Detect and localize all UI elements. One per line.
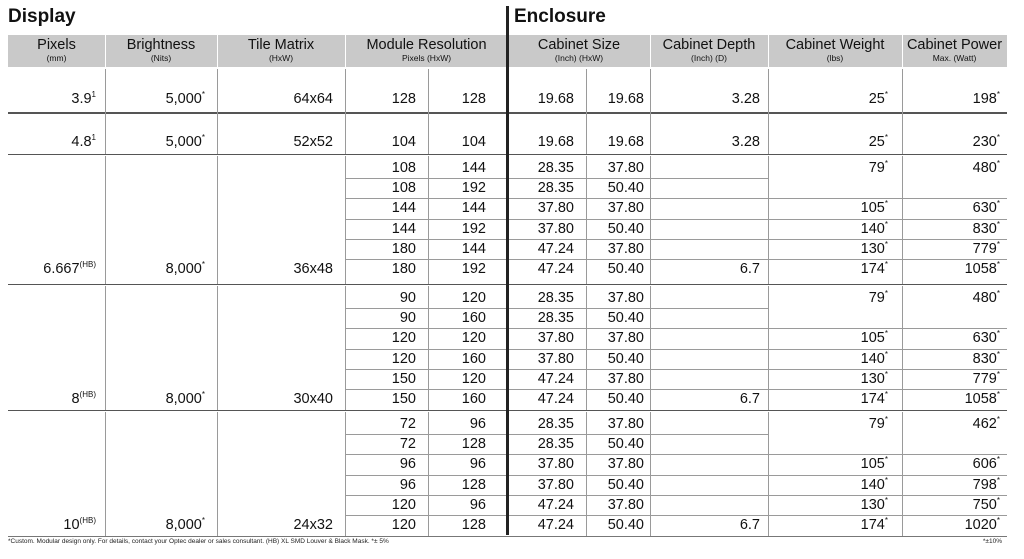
tile-matrix: 64x64 — [293, 91, 333, 107]
column-divider — [345, 412, 346, 537]
module-width: 160 — [461, 310, 486, 327]
column-divider — [768, 286, 769, 410]
column-divider — [428, 286, 429, 410]
cabinet-height: 28.35 — [537, 416, 574, 432]
header-divider — [768, 35, 769, 67]
cabinet-weight: 174* — [860, 516, 888, 533]
module-width: 144 — [461, 160, 486, 176]
module-width: 128 — [461, 476, 486, 493]
table-bottom-line — [8, 536, 1007, 537]
module-height: 72 — [399, 436, 416, 453]
cabinet-power: 230* — [972, 133, 1000, 150]
column-header-title: Cabinet Depth — [662, 37, 756, 53]
module-height: 120 — [391, 517, 416, 533]
column-header — [217, 35, 345, 67]
cabinet-height: 37.80 — [537, 330, 574, 347]
cabinet-weight: 105* — [860, 455, 888, 473]
module-width: 160 — [461, 391, 486, 407]
cabinet-height: 28.35 — [537, 290, 574, 306]
cabinet-depth: 6.7 — [739, 261, 760, 277]
column-header-unit: (lbs) — [826, 53, 844, 63]
cabinet-height: 37.80 — [537, 476, 574, 493]
column-header — [902, 35, 1007, 67]
cabinet-width: 37.80 — [607, 160, 644, 176]
cabinet-weight: 130* — [860, 239, 888, 257]
cabinet-power: 1058* — [964, 390, 1000, 407]
column-divider — [650, 156, 651, 284]
column-divider — [428, 412, 429, 537]
column-header-title: Module Resolution — [366, 37, 487, 53]
column-divider — [650, 286, 651, 410]
cabinet-weight: 105* — [860, 329, 888, 347]
module-width: 120 — [461, 290, 486, 306]
cabinet-power: 779* — [972, 369, 1000, 387]
cabinet-width: 50.40 — [607, 350, 644, 367]
column-divider — [105, 156, 106, 284]
column-header-unit: (mm) — [46, 53, 67, 63]
cabinet-power: 798* — [972, 475, 1000, 493]
column-header-title: Brightness — [126, 37, 196, 53]
column-divider — [105, 69, 106, 112]
cabinet-weight: 105* — [860, 199, 888, 217]
cabinet-weight: 140* — [860, 475, 888, 493]
module-height: 120 — [391, 330, 416, 347]
header-divider — [650, 35, 651, 67]
column-divider — [217, 69, 218, 112]
pixel-pitch: $6.667^{(HB)}$ — [43, 260, 96, 277]
cabinet-power: 462* — [972, 415, 1000, 432]
cabinet-weight: 79* — [868, 289, 888, 306]
module-width: 128 — [461, 91, 486, 107]
cabinet-depth: 6.7 — [739, 517, 760, 533]
cabinet-power: 480* — [972, 159, 1000, 176]
module-height: 108 — [391, 180, 416, 197]
cabinet-height: 28.35 — [537, 436, 574, 453]
module-width: 96 — [469, 416, 486, 432]
footnote: *Custom. Modular design only. For details, contact your Optec dealer or sales consultant. (HB) XL SMD Louver & Black Mask. *± 5% — [8, 538, 389, 545]
cabinet-power: 630* — [972, 329, 1000, 347]
cabinet-width: 37.80 — [607, 200, 644, 217]
cabinet-height: 37.80 — [537, 456, 574, 473]
column-header — [650, 35, 768, 67]
column-header — [105, 35, 217, 67]
column-divider — [586, 412, 587, 537]
cabinet-power: 830* — [972, 219, 1000, 237]
brightness-value: 5,000* — [165, 133, 205, 150]
header-divider — [105, 35, 106, 67]
brightness-value: 5,000* — [165, 90, 205, 107]
cabinet-height: 19.68 — [537, 134, 574, 150]
module-width: 96 — [469, 496, 486, 513]
column-divider — [105, 412, 106, 537]
column-divider — [902, 156, 903, 284]
cabinet-power: 1058* — [964, 260, 1000, 277]
cabinet-height: 28.35 — [537, 180, 574, 197]
pixel-pitch: $4.8^1$ — [71, 133, 96, 150]
column-header-title: Cabinet Weight — [785, 37, 885, 53]
tile-matrix: 52x52 — [293, 134, 333, 150]
section-title-enclosure: Enclosure — [514, 6, 606, 27]
column-header — [508, 35, 650, 67]
cabinet-weight: 79* — [868, 159, 888, 176]
cabinet-height: 47.24 — [537, 370, 574, 387]
cabinet-width: 19.68 — [607, 91, 644, 107]
cabinet-depth: 3.28 — [731, 134, 760, 150]
column-header — [768, 35, 902, 67]
cabinet-height: 47.24 — [537, 391, 574, 407]
cabinet-power: 630* — [972, 199, 1000, 217]
column-header — [8, 35, 105, 67]
module-height: 128 — [391, 91, 416, 107]
cabinet-weight: 79* — [868, 415, 888, 432]
cabinet-width: 50.40 — [607, 517, 644, 533]
column-header-unit: (Inch) (HxW) — [554, 53, 604, 63]
cabinet-power: 1020* — [964, 516, 1000, 533]
cabinet-weight: 25* — [868, 133, 888, 150]
cabinet-depth: 6.7 — [739, 391, 760, 407]
column-header — [345, 35, 508, 67]
module-width: 144 — [461, 240, 486, 257]
module-height: 180 — [391, 240, 416, 257]
module-width: 192 — [461, 180, 486, 197]
column-divider — [768, 112, 769, 154]
cabinet-height: 47.24 — [537, 517, 574, 533]
cabinet-width: 50.40 — [607, 261, 644, 277]
column-header-unit: (Nits) — [150, 53, 172, 63]
module-height: 120 — [391, 350, 416, 367]
module-height: 90 — [399, 310, 416, 327]
cabinet-weight: 174* — [860, 390, 888, 407]
cabinet-width: 50.40 — [607, 476, 644, 493]
header-divider — [345, 35, 346, 67]
column-divider — [586, 112, 587, 154]
cabinet-weight: 140* — [860, 219, 888, 237]
column-divider — [428, 156, 429, 284]
cabinet-power: 830* — [972, 349, 1000, 367]
module-width: 104 — [461, 134, 486, 150]
module-width: 160 — [461, 350, 486, 367]
pixel-pitch: $8^{(HB)}$ — [71, 390, 96, 407]
column-header-unit: Pixels (HxW) — [401, 53, 452, 63]
column-divider — [768, 69, 769, 112]
column-divider — [345, 112, 346, 154]
module-height: 96 — [399, 476, 416, 493]
module-width: 128 — [461, 517, 486, 533]
tile-matrix: 36x48 — [293, 261, 333, 277]
cabinet-width: 50.40 — [607, 391, 644, 407]
module-height: 150 — [391, 370, 416, 387]
module-width: 96 — [469, 456, 486, 473]
cabinet-width: 50.40 — [607, 436, 644, 453]
tile-matrix: 30x40 — [293, 391, 333, 407]
header-divider — [902, 35, 903, 67]
module-width: 192 — [461, 261, 486, 277]
cabinet-width: 37.80 — [607, 330, 644, 347]
column-divider — [428, 112, 429, 154]
cabinet-weight: 140* — [860, 349, 888, 367]
cabinet-power: 750* — [972, 495, 1000, 513]
column-header-title: Tile Matrix — [247, 37, 315, 53]
column-header-unit: (Inch) (D) — [691, 53, 727, 63]
column-header-title: Pixels — [37, 37, 76, 53]
module-width: 120 — [461, 330, 486, 347]
cabinet-height: 47.24 — [537, 261, 574, 277]
column-divider — [768, 156, 769, 284]
cabinet-height: 37.80 — [537, 200, 574, 217]
cabinet-width: 50.40 — [607, 310, 644, 327]
cabinet-width: 37.80 — [607, 496, 644, 513]
cabinet-width: 50.40 — [607, 220, 644, 237]
brightness-value: 8,000* — [165, 390, 205, 407]
cabinet-depth: 3.28 — [731, 91, 760, 107]
column-divider — [586, 286, 587, 410]
column-divider — [217, 286, 218, 410]
cabinet-height: 37.80 — [537, 220, 574, 237]
module-height: 72 — [399, 416, 416, 432]
cabinet-width: 37.80 — [607, 240, 644, 257]
cabinet-power: 480* — [972, 289, 1000, 306]
column-divider — [217, 112, 218, 154]
cabinet-width: 37.80 — [607, 456, 644, 473]
cabinet-weight: 174* — [860, 260, 888, 277]
module-height: 150 — [391, 391, 416, 407]
column-divider — [105, 112, 106, 154]
column-header-title: Cabinet Power — [906, 37, 1003, 53]
module-height: 144 — [391, 200, 416, 217]
cabinet-height: 37.80 — [537, 350, 574, 367]
column-divider — [902, 69, 903, 112]
column-divider — [902, 286, 903, 410]
column-header-unit: Max. (Watt) — [932, 53, 977, 63]
module-height: 180 — [391, 261, 416, 277]
module-width: 128 — [461, 436, 486, 453]
cabinet-weight: 130* — [860, 369, 888, 387]
column-divider — [650, 412, 651, 537]
module-height: 96 — [399, 456, 416, 473]
tile-matrix: 24x32 — [293, 517, 333, 533]
section-title-display: Display — [8, 6, 76, 27]
module-width: 144 — [461, 200, 486, 217]
cabinet-power: 779* — [972, 239, 1000, 257]
column-divider — [650, 112, 651, 154]
header-divider — [217, 35, 218, 67]
cabinet-width: 37.80 — [607, 370, 644, 387]
module-height: 90 — [399, 290, 416, 306]
cabinet-weight: 130* — [860, 495, 888, 513]
footnote-tolerance: *±10% — [982, 538, 1002, 545]
column-divider — [105, 286, 106, 410]
brightness-value: 8,000* — [165, 516, 205, 533]
cabinet-height: 47.24 — [537, 240, 574, 257]
cabinet-height: 28.35 — [537, 310, 574, 327]
cabinet-weight: 25* — [868, 90, 888, 107]
pixel-pitch: $10^{(HB)}$ — [63, 516, 96, 533]
cabinet-width: 19.68 — [607, 134, 644, 150]
brightness-value: 8,000* — [165, 260, 205, 277]
module-height: 104 — [391, 134, 416, 150]
cabinet-power: 198* — [972, 90, 1000, 107]
column-divider — [586, 69, 587, 112]
module-width: 120 — [461, 370, 486, 387]
column-divider — [217, 156, 218, 284]
column-divider — [345, 69, 346, 112]
column-header-unit: (HxW) — [268, 53, 294, 63]
column-divider — [586, 156, 587, 284]
module-height: 120 — [391, 496, 416, 513]
cabinet-width: 50.40 — [607, 180, 644, 197]
cabinet-height: 47.24 — [537, 496, 574, 513]
cabinet-width: 37.80 — [607, 290, 644, 306]
column-divider — [902, 412, 903, 537]
column-divider — [428, 69, 429, 112]
pixel-pitch: $3.9^1$ — [71, 90, 96, 107]
column-header-title: Cabinet Size — [537, 37, 621, 53]
module-height: 144 — [391, 220, 416, 237]
column-divider — [217, 412, 218, 537]
column-divider — [345, 156, 346, 284]
column-divider — [768, 412, 769, 537]
cabinet-power: 606* — [972, 455, 1000, 473]
cabinet-width: 37.80 — [607, 416, 644, 432]
column-divider — [902, 112, 903, 154]
cabinet-height: 19.68 — [537, 91, 574, 107]
column-divider — [345, 286, 346, 410]
module-width: 192 — [461, 220, 486, 237]
section-divider — [506, 6, 509, 535]
column-divider — [650, 69, 651, 112]
module-height: 108 — [391, 160, 416, 176]
cabinet-height: 28.35 — [537, 160, 574, 176]
